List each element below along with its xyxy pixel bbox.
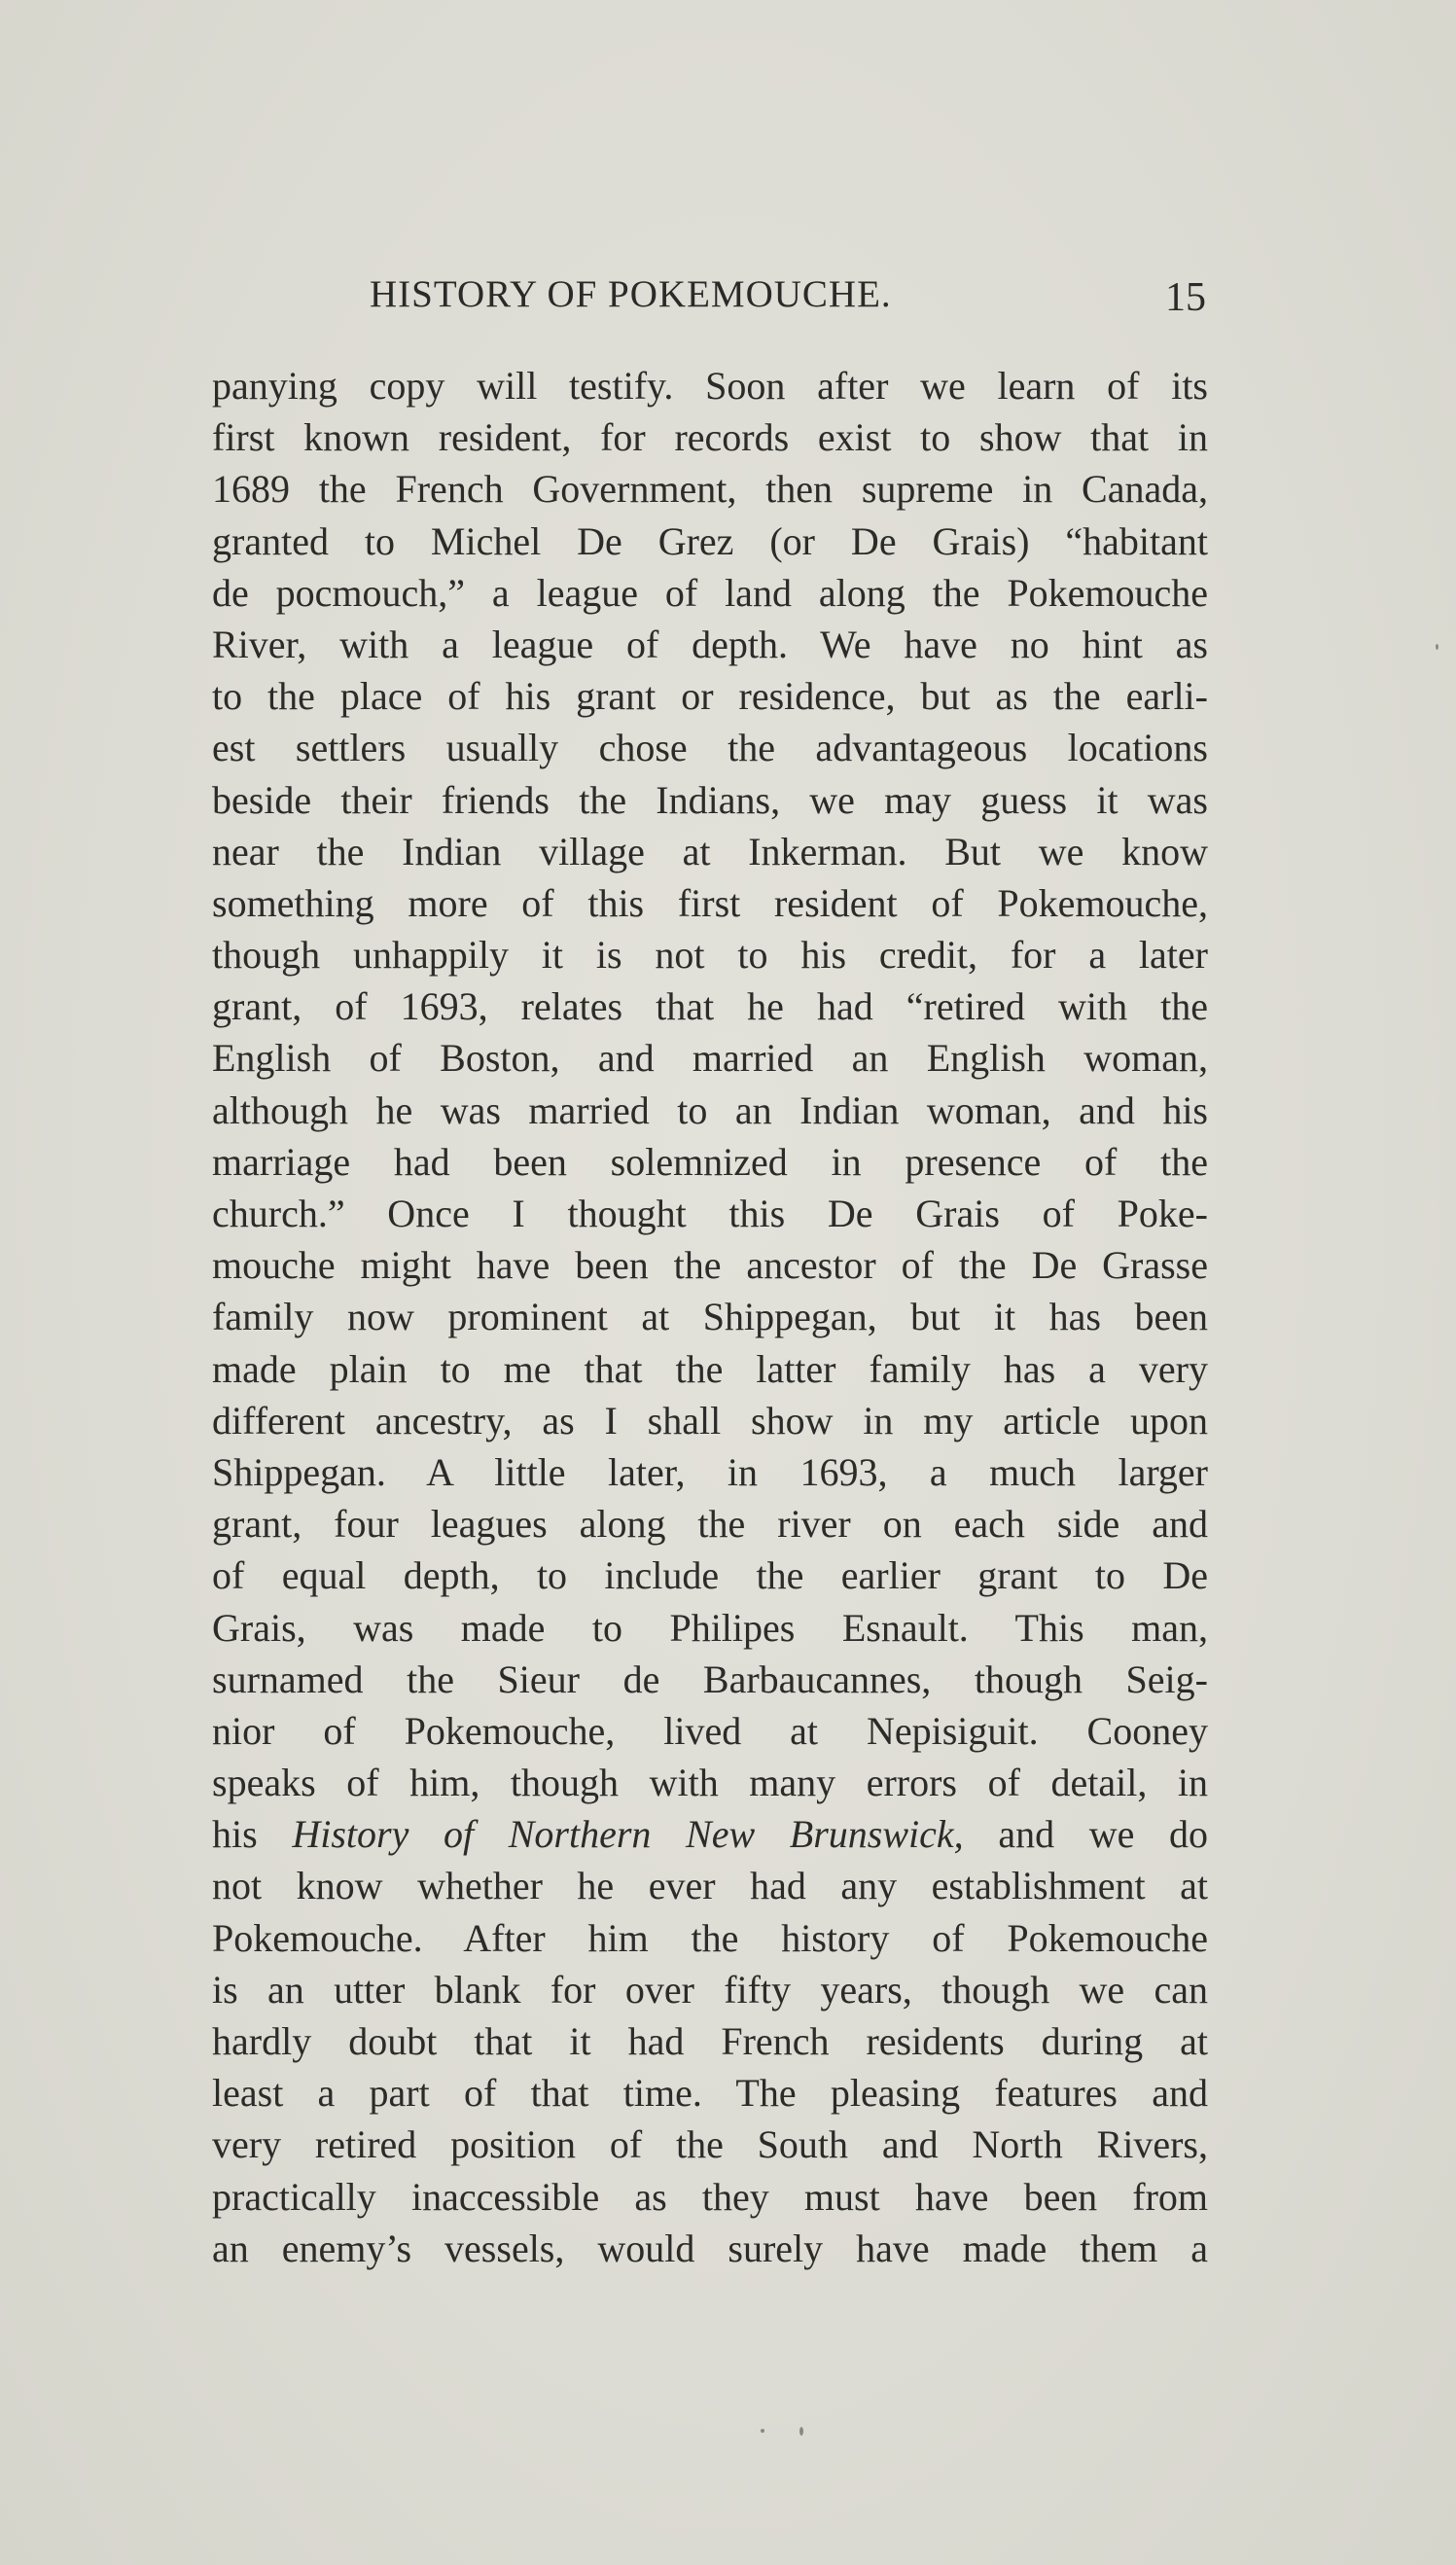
text-line: granted to Michel De Grez (or De Grais) “habitant [212, 518, 1208, 563]
text-line: 1689 the French Government, then supreme in Canada, [212, 467, 1208, 512]
paper-speck [799, 2427, 803, 2436]
text-line: although he was married to an Indian woman, and his [212, 1087, 1208, 1132]
text-line: something more of this first resident of Pokemouche, [212, 880, 1208, 925]
text-line: of equal depth, to include the earlier grant to De [212, 1553, 1208, 1598]
text-line: panying copy will testify. Soon after we learn of its [212, 364, 1208, 408]
text-line: English of Boston, and married an English woman, [212, 1036, 1208, 1081]
text-line: church.” Once I thought this De Grais of Poke- [212, 1192, 1208, 1235]
text-line: Pokemouche. After him the history of Pokemouche [212, 1915, 1208, 1960]
page-number: 15 [1165, 275, 1206, 320]
text-line: grant, of 1693, relates that he had “retired with the [212, 984, 1208, 1029]
text-line: est settlers usually chose the advantageous locations [212, 726, 1208, 770]
paper-speck [761, 2429, 764, 2433]
text-fragment: and we do [963, 1812, 1208, 1857]
text-line: near the Indian village at Inkerman. But we know [212, 829, 1208, 873]
text-line-with-title [212, 1808, 1208, 1860]
text-line: family now prominent at Shippegan, but it has been [212, 1295, 1208, 1339]
text-line: different ancestry, as I shall show in my article upon [212, 1398, 1208, 1443]
body-text [212, 360, 1208, 2274]
text-line: River, with a league of depth. We have no hint as [212, 622, 1208, 666]
running-header [370, 272, 1206, 331]
text-line: nior of Pokemouche, lived at Nepisiguit. Cooney [212, 1708, 1208, 1753]
text-line: first known resident, for records exist to show that in [212, 415, 1208, 460]
text-line: beside their friends the Indians, we may guess it was [212, 777, 1208, 822]
text-line: hardly doubt that it had French residents during at [212, 2019, 1208, 2063]
text-line: though unhappily it is not to his credit, for a later [212, 933, 1208, 978]
text-line: Grais, was made to Philipes Esnault. This man, [212, 1605, 1208, 1650]
text-line: speaks of him, though with many errors of detail, in [212, 1761, 1208, 1805]
text-line: practically inaccessible as they must have been from [212, 2174, 1208, 2219]
text-line: marriage had been solemnized in presence of the [212, 1139, 1208, 1184]
text-line: mouche might have been the ancestor of the De Grasse [212, 1243, 1208, 1288]
text-line: Shippegan. A little later, in 1693, a much larger [212, 1449, 1208, 1494]
text-line: least a part of that time. The pleasing features and [212, 2071, 1208, 2116]
text-line: not know whether he ever had any establishment at [212, 1864, 1208, 1908]
text-line: is an utter blank for over fifty years, though we can [212, 1967, 1208, 2012]
text-line: made plain to me that the latter family has a very [212, 1346, 1208, 1391]
text-line: an enemy’s vessels, would surely have made them a [212, 2226, 1208, 2270]
text-line: surnamed the Sieur de Barbaucannes, though Seig- [212, 1657, 1208, 1701]
text-fragment: his [212, 1812, 293, 1857]
text-line: grant, four leagues along the river on each side and [212, 1502, 1208, 1547]
paper-speck [1436, 644, 1438, 650]
text-line: very retired position of the South and North Rivers, [212, 2122, 1208, 2167]
text-line: de pocmouch,” a league of land along the Pokemouche [212, 570, 1208, 615]
book-title: History of Northern New Brunswick, [292, 1812, 964, 1857]
running-title: HISTORY OF POKEMOUCHE. [370, 273, 892, 315]
text-line: to the place of his grant or residence, but as the earli- [212, 674, 1208, 719]
